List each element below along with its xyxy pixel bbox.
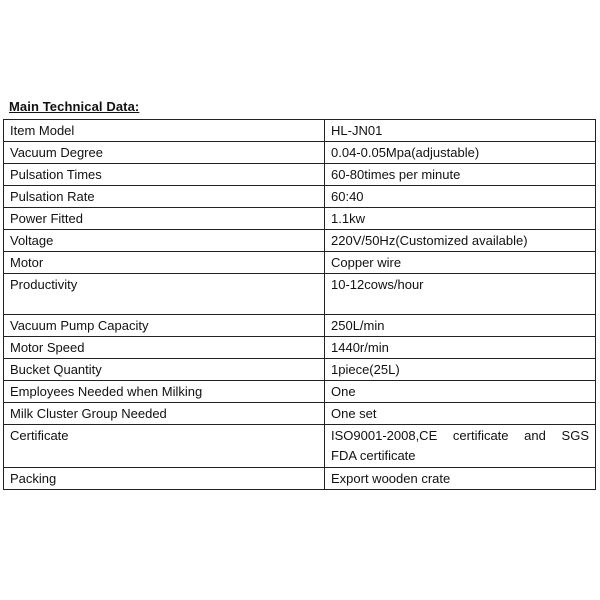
table-row [4, 425, 596, 468]
row-value: 220V/50Hz(Customized available) [325, 230, 596, 252]
table-row [4, 142, 596, 164]
table-row [4, 274, 596, 315]
row-value: 1440r/min [325, 337, 596, 359]
technical-data-table [3, 119, 596, 490]
row-value: 60-80times per minute [325, 164, 596, 186]
row-label: Vacuum Pump Capacity [4, 315, 325, 337]
row-label: Motor Speed [4, 337, 325, 359]
table-row [4, 337, 596, 359]
row-value: One set [325, 403, 596, 425]
table-row [4, 252, 596, 274]
row-value [325, 425, 596, 468]
table-row [4, 230, 596, 252]
row-value: One [325, 381, 596, 403]
table-row [4, 381, 596, 403]
row-value: 250L/min [325, 315, 596, 337]
table-row [4, 120, 596, 142]
row-label: Bucket Quantity [4, 359, 325, 381]
row-label: Item Model [4, 120, 325, 142]
row-value: 1piece(25L) [325, 359, 596, 381]
row-label: Employees Needed when Milking [4, 381, 325, 403]
row-value-line: FDA certificate [331, 448, 416, 463]
row-label: Productivity [4, 274, 325, 315]
row-value: Export wooden crate [325, 468, 596, 490]
row-label: Vacuum Degree [4, 142, 325, 164]
section-heading: Main Technical Data: [9, 99, 140, 114]
row-value: HL-JN01 [325, 120, 596, 142]
table-row [4, 468, 596, 490]
row-value: 1.1kw [325, 208, 596, 230]
row-label: Packing [4, 468, 325, 490]
table-row [4, 164, 596, 186]
row-label: Certificate [4, 425, 325, 468]
row-label: Power Fitted [4, 208, 325, 230]
table-row [4, 315, 596, 337]
row-value-line: ISO9001-2008,CE certificate and SGS [331, 428, 589, 443]
row-label: Milk Cluster Group Needed [4, 403, 325, 425]
table-row [4, 208, 596, 230]
row-label: Voltage [4, 230, 325, 252]
row-value: 0.04-0.05Mpa(adjustable) [325, 142, 596, 164]
table-row [4, 359, 596, 381]
table-row [4, 403, 596, 425]
row-value: 10-12cows/hour [325, 274, 596, 315]
row-label: Motor [4, 252, 325, 274]
row-label: Pulsation Times [4, 164, 325, 186]
row-label: Pulsation Rate [4, 186, 325, 208]
row-value: Copper wire [325, 252, 596, 274]
row-value: 60:40 [325, 186, 596, 208]
table-row [4, 186, 596, 208]
